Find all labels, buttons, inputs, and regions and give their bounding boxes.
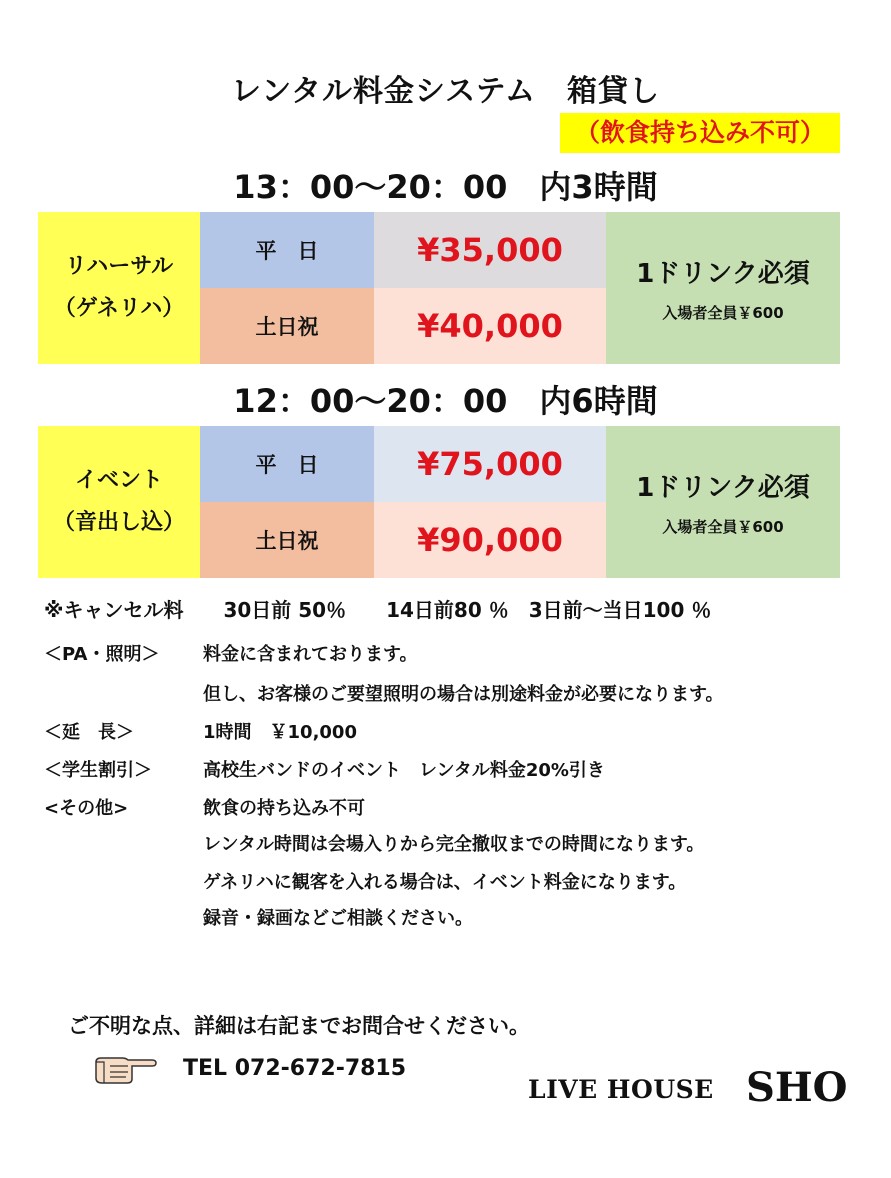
section-2-label <box>38 426 200 578</box>
info-other-label: <その他> <box>44 798 129 819</box>
section-2-holiday-price: ¥90,000 <box>374 502 606 578</box>
section-1-drink <box>606 212 840 364</box>
cancel-fee-line: ※キャンセル料 30日前 50％ 14日前80 ％ 3日前〜当日100 ％ <box>44 598 712 622</box>
section-2-weekday-label: 平 日 <box>200 426 374 502</box>
section-1-time: 13：00〜20：00 内3時間 <box>233 168 658 206</box>
contact-text: ご不明な点、詳細は右記までお問合せください。 <box>68 1014 530 1038</box>
tel-number[interactable]: TEL 072-672-7815 <box>183 1056 407 1081</box>
logo-live-house: LIVE HOUSE <box>528 1075 714 1104</box>
pointing-hand-icon <box>92 1052 158 1086</box>
no-food-notice: （飲食持ち込み不可） <box>560 113 840 153</box>
section-1-weekday-label: 平 日 <box>200 212 374 288</box>
info-student-label: ＜学生割引＞ <box>44 760 152 781</box>
info-other-line3: ゲネリハに観客を入れる場合は、イベント料金になります。 <box>203 872 687 893</box>
section-2-label-line1: イベント <box>74 468 163 493</box>
section-2-drink <box>606 426 840 578</box>
section-2-weekday-price: ¥75,000 <box>374 426 606 502</box>
info-student-line1: 高校生バンドのイベント レンタル料金20%引き <box>203 760 605 781</box>
info-other-line4: 録音・録画などご相談ください。 <box>203 908 473 929</box>
section-2-time: 12：00〜20：00 内6時間 <box>233 382 658 420</box>
info-pa-line1: 料金に含まれております。 <box>203 644 418 665</box>
section-1-weekday-price: ¥35,000 <box>374 212 606 288</box>
info-other-line1: 飲食の持ち込み不可 <box>203 798 365 819</box>
section-1-label-line2: （ゲネリハ） <box>53 296 185 321</box>
info-other-line2: レンタル時間は会場入りから完全撤収までの時間になります。 <box>203 834 705 855</box>
section-2-drink-main: 1ドリンク必須 <box>636 473 810 503</box>
section-2-drink-sub: 入場者全員￥600 <box>662 518 784 536</box>
section-1-label <box>38 212 200 364</box>
info-pa-line2: 但し、お客様のご要望照明の場合は別途料金が必要になります。 <box>203 684 724 705</box>
section-2-label-line2: （音出し込） <box>52 510 185 535</box>
section-1-holiday-label: 土日祝 <box>200 288 374 364</box>
section-1-drink-main: 1ドリンク必須 <box>636 259 810 289</box>
info-extension-label: ＜延 長＞ <box>44 722 134 743</box>
info-extension-line1: 1時間 ￥10,000 <box>203 722 357 743</box>
section-1-label-line1: リハーサル <box>64 254 174 279</box>
section-1-drink-sub: 入場者全員￥600 <box>662 304 784 322</box>
section-1-holiday-price: ¥40,000 <box>374 288 606 364</box>
info-pa-label: ＜PA・照明＞ <box>44 644 160 665</box>
logo-sho: SHO <box>746 1064 848 1111</box>
section-2-holiday-label: 土日祝 <box>200 502 374 578</box>
page-title: レンタル料金システム 箱貸し <box>230 74 661 109</box>
